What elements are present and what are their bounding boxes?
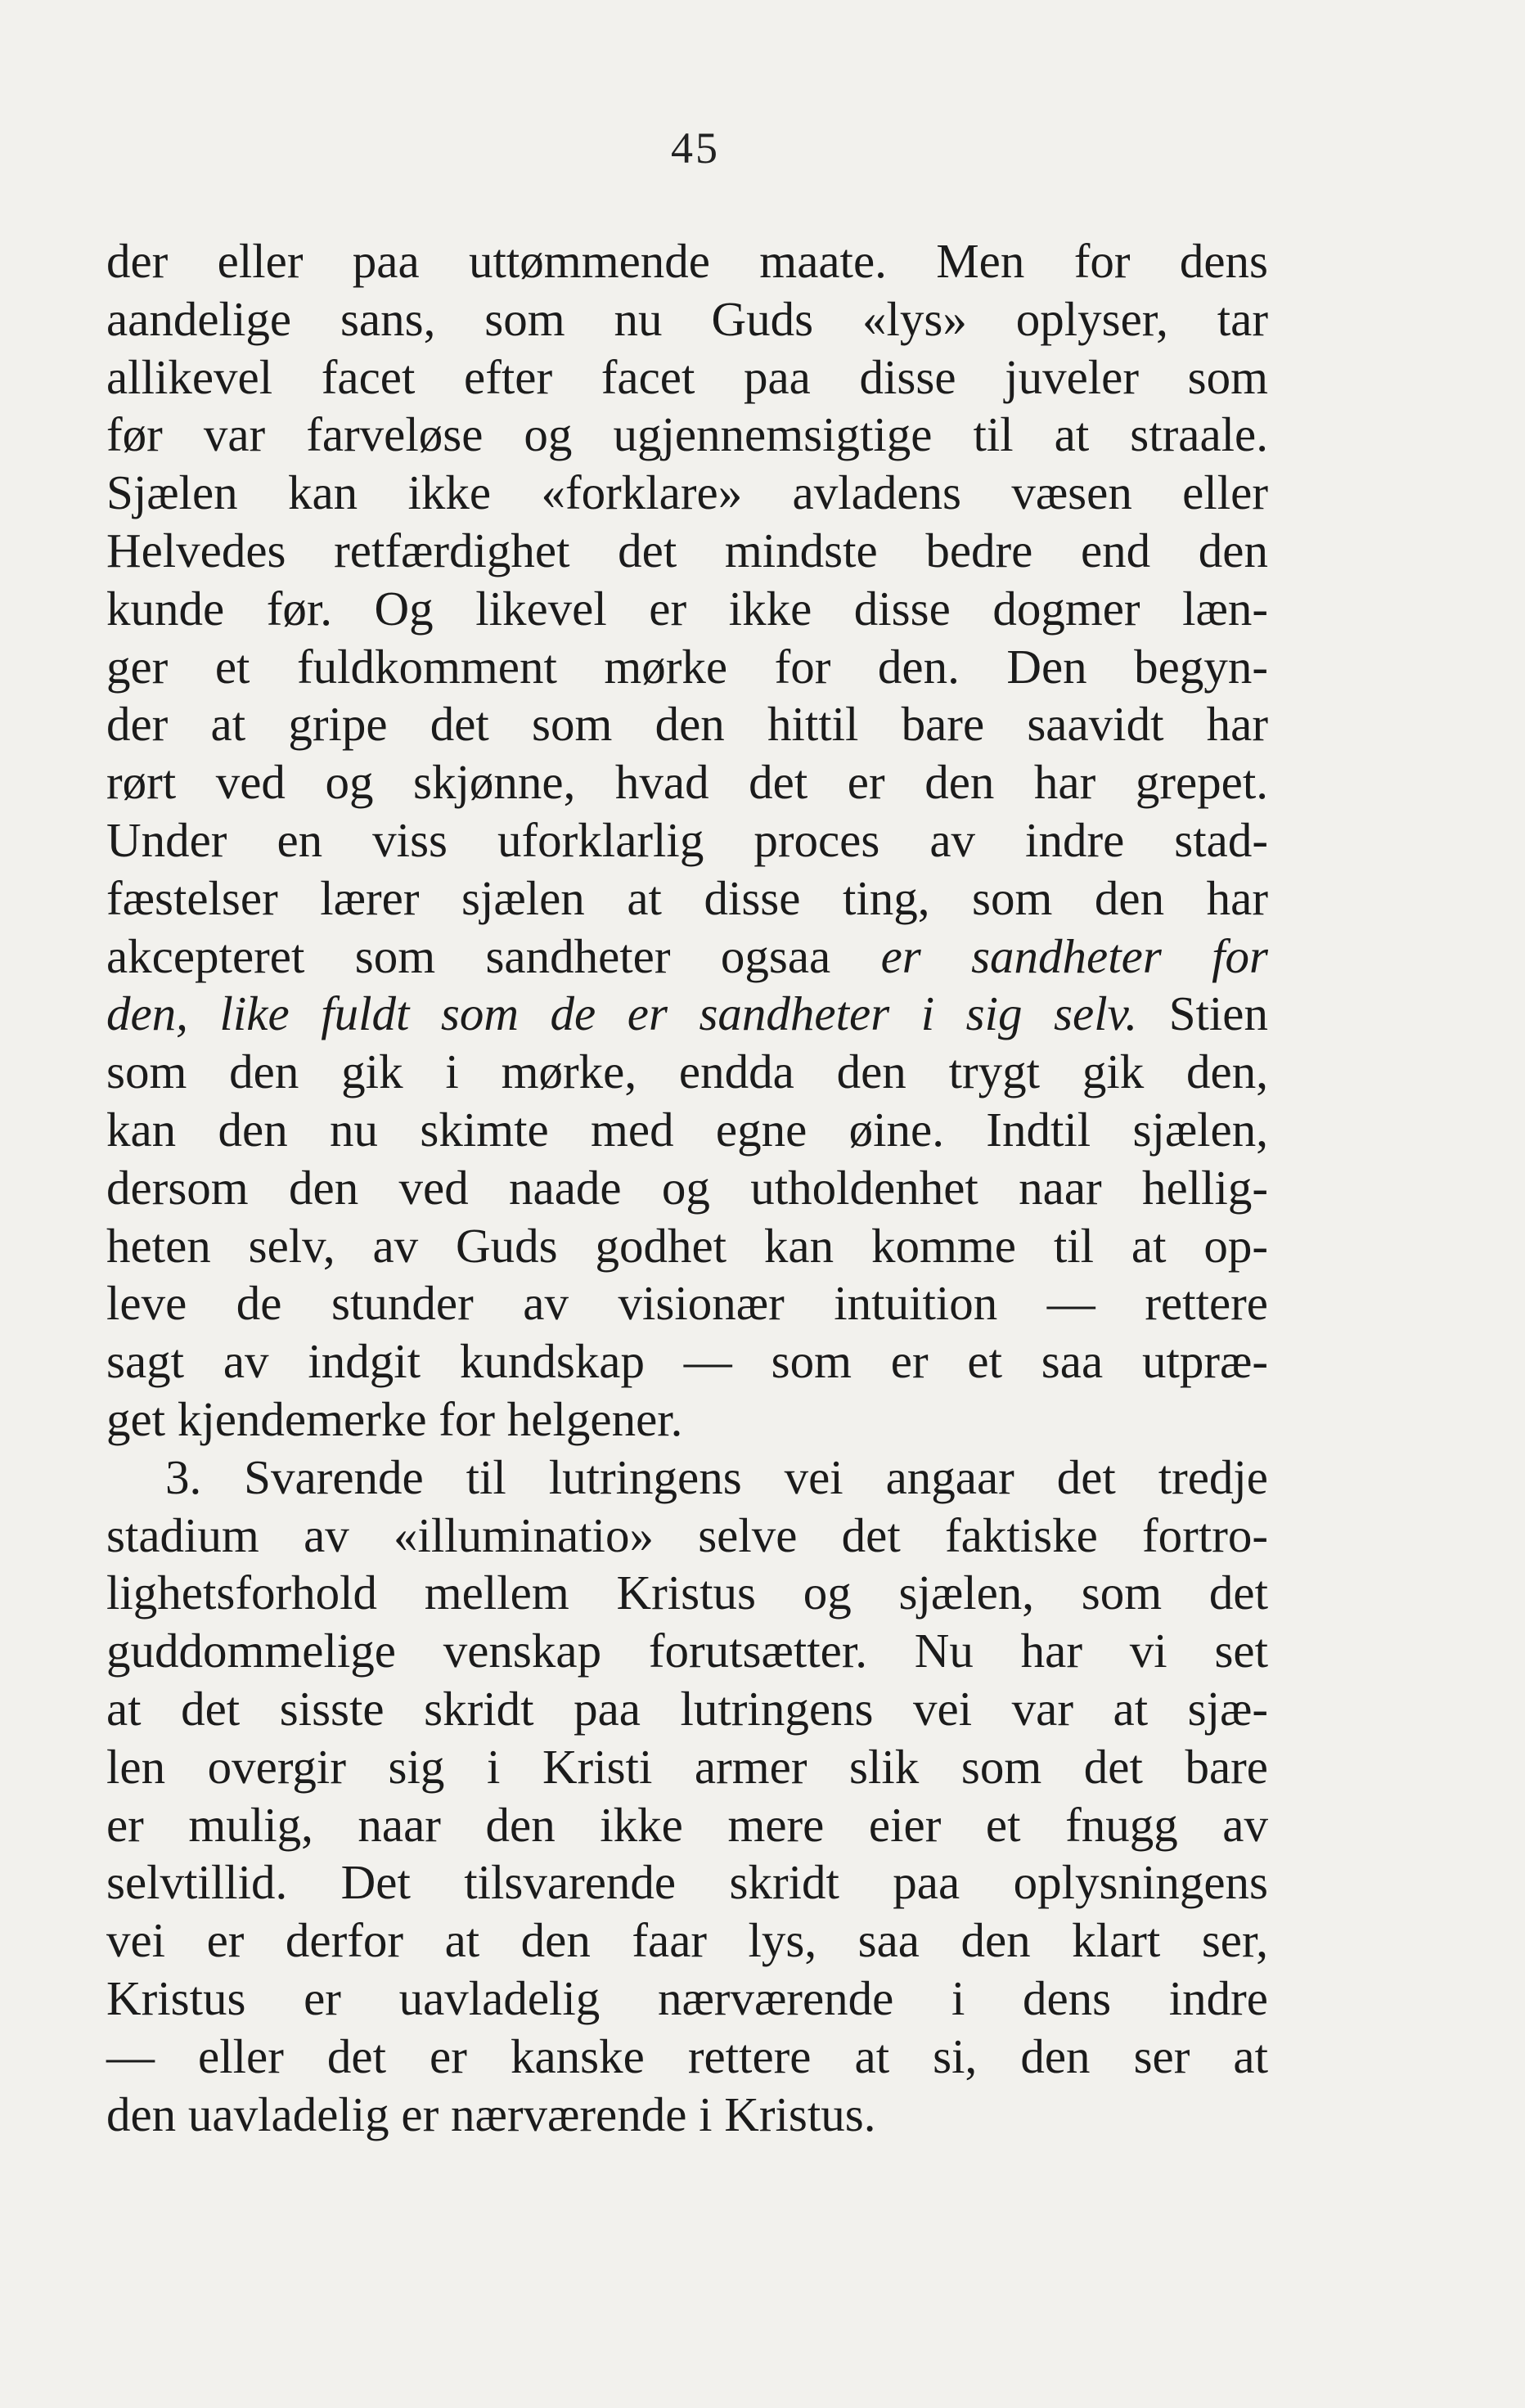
- text-line: [106, 1970, 1268, 2028]
- text-segment: vei er derfor at den faar lys, saa den klart ser,: [106, 1913, 1268, 1968]
- text-segment: Sjælen kan ikke «forklare» avladens væsen eller: [106, 465, 1268, 520]
- text-segment: Under en viss uforklarlig proces av indre stad-: [106, 812, 1268, 867]
- text-segment: 3. Svarende til lutringens vei angaar det tredje: [165, 1449, 1268, 1504]
- text-line: [106, 232, 1268, 290]
- text-segment: den uavladelig er nærværende i Kristus.: [106, 2087, 876, 2141]
- text-line: [106, 406, 1268, 464]
- text-line: [106, 522, 1268, 580]
- page-number: 45: [671, 124, 720, 173]
- text-segment: der eller paa uttømmende maate. Men for dens: [106, 234, 1268, 288]
- text-line: [106, 1738, 1268, 1796]
- text-line: [106, 1217, 1268, 1275]
- text-line: [106, 1796, 1268, 1854]
- text-segment: guddommelige venskap forutsætter. Nu har vi set: [106, 1624, 1268, 1678]
- text-segment: akcepteret som sandheter ogsaa: [106, 928, 881, 983]
- text-segment: er mulig, naar den ikke mere eier et fnugg av: [106, 1797, 1268, 1852]
- text-line: [106, 290, 1268, 348]
- text-segment: sagt av indgit kundskap — som er et saa utpræ-: [106, 1334, 1268, 1389]
- text-line: [106, 695, 1268, 753]
- text-segment: fæstelser lærer sjælen at disse ting, som den har: [106, 870, 1268, 925]
- text-segment: Stien: [1137, 986, 1268, 1041]
- text-segment: ger et fuldkomment mørke for den. Den begyn-: [106, 639, 1268, 694]
- text-line: [106, 1043, 1268, 1101]
- text-line: [106, 928, 1268, 986]
- text-line: [106, 811, 1268, 869]
- text-line: [106, 869, 1268, 928]
- text-segment: heten selv, av Guds godhet kan komme til at op-: [106, 1218, 1268, 1273]
- body-text: [106, 232, 1268, 2143]
- italic-text: den, like fuldt som de er sandheter i sig selv.: [106, 986, 1138, 1041]
- italic-text: er sandheter for: [880, 928, 1268, 983]
- text-line: [106, 580, 1268, 638]
- text-segment: før var farveløse og ugjennemsigtige til at straale.: [106, 407, 1268, 462]
- text-segment: der at gripe det som den hittil bare saavidt har: [106, 697, 1268, 752]
- text-segment: dersom den ved naade og utholdenhet naar hellig-: [106, 1160, 1268, 1215]
- text-line: [106, 1332, 1268, 1390]
- text-line: [106, 1912, 1268, 1970]
- text-segment: — eller det er kanske rettere at si, den ser at: [106, 2028, 1268, 2083]
- text-line: [106, 1680, 1268, 1738]
- text-segment: som den gik i mørke, endda den trygt gik den,: [106, 1045, 1268, 1099]
- text-line: [106, 985, 1268, 1043]
- text-line: [106, 1274, 1268, 1332]
- text-line: [106, 638, 1268, 696]
- text-line: [106, 464, 1268, 522]
- text-line: [106, 1449, 1268, 1507]
- text-segment: at det sisste skridt paa lutringens vei var at sjæ-: [106, 1681, 1268, 1736]
- text-line: [106, 1159, 1268, 1217]
- text-segment: selvtillid. Det tilsvarende skridt paa oplysningens: [106, 1855, 1268, 1910]
- text-line: [106, 753, 1268, 811]
- text-line: [106, 2028, 1268, 2086]
- text-segment: aandelige sans, som nu Guds «lys» oplyser, tar: [106, 291, 1268, 346]
- text-segment: Kristus er uavladelig nærværende i dens indre: [106, 1970, 1268, 2025]
- text-line: [106, 1622, 1268, 1680]
- text-line: [106, 1853, 1268, 1912]
- text-line: [106, 1564, 1268, 1622]
- text-line: [106, 348, 1268, 407]
- text-segment: get kjendemerke for helgener.: [106, 1391, 683, 1446]
- text-line: [106, 1507, 1268, 1565]
- text-segment: leve de stunder av visionær intuition — rettere: [106, 1276, 1268, 1331]
- text-segment: lighetsforhold mellem Kristus og sjælen, som det: [106, 1566, 1268, 1620]
- text-line: [106, 1390, 1268, 1449]
- text-segment: stadium av «illuminatio» selve det faktiske fortro-: [106, 1507, 1268, 1562]
- text-segment: kan den nu skimte med egne øine. Indtil sjælen,: [106, 1102, 1268, 1157]
- text-segment: allikevel facet efter facet paa disse juveler som: [106, 349, 1268, 404]
- text-segment: Helvedes retfærdighet det mindste bedre end den: [106, 523, 1268, 577]
- text-line: [106, 1101, 1268, 1159]
- text-line: [106, 2086, 1268, 2144]
- text-segment: kunde før. Og likevel er ikke disse dogmer læn-: [106, 581, 1268, 636]
- text-segment: len overgir sig i Kristi armer slik som det bare: [106, 1739, 1268, 1794]
- text-segment: rørt ved og skjønne, hvad det er den har grepet.: [106, 755, 1268, 810]
